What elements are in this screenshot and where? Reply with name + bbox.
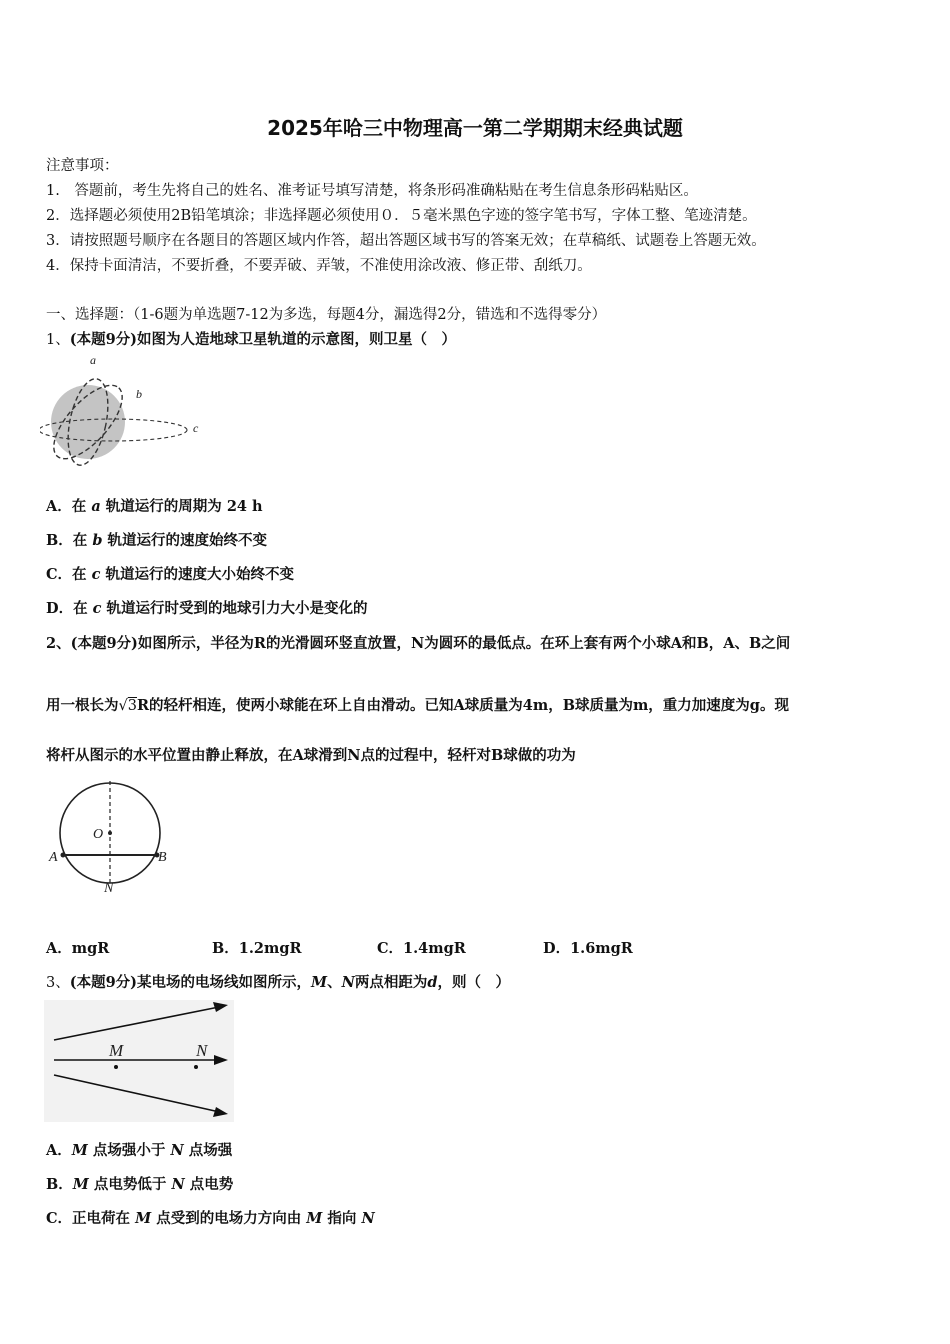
question-number: 1、 — [46, 332, 70, 348]
orbit-label-c: c — [193, 421, 199, 435]
q3-option-b[interactable]: B．M 点电势低于 N 点电势 — [46, 1176, 234, 1193]
ring-figure — [40, 778, 180, 898]
notice-item: 2．选择题必须使用2B铅笔填涂；非选择题必须使用０．５毫米黑色字迹的签字笔书写，字体工整、笔迹清楚。 — [46, 208, 757, 224]
q1-option-a[interactable]: A．在 a 轨道运行的周期为 24 h — [46, 498, 263, 515]
q1-option-d[interactable]: D．在 c 轨道运行时受到的地球引力大小是变化的 — [46, 600, 368, 617]
point-m — [114, 1065, 118, 1069]
label-m: M — [109, 1041, 124, 1060]
page-title: 2025年哈三中物理高一第二学期期末经典试题 — [267, 116, 683, 140]
q2-option-d[interactable]: D．1.6mgR — [543, 940, 633, 957]
q2-option-a[interactable]: A．mgR — [46, 940, 110, 957]
question-2-stem-line2: 用一根长为√3R的轻杆相连，使两小球能在环上自由滑动。已知A球质量为4m，B球质量为m，重力加速度为g。现 — [46, 697, 789, 714]
q1-option-c[interactable]: C．在 c 轨道运行的速度大小始终不变 — [46, 566, 295, 583]
point-n — [194, 1065, 198, 1069]
label-a: A — [49, 850, 58, 865]
notice-heading: 注意事项： — [46, 158, 119, 174]
question-2-stem-line1: 2、(本题9分)如图所示，半径为R的光滑圆环竖直放置，N为圆环的最低点。在环上套有两个小球A和B，A、B之间 — [46, 635, 791, 652]
q3-option-a[interactable]: A．M 点场强小于 N 点场强 — [46, 1142, 233, 1159]
question-text: (本题9分)如图为人造地球卫星轨道的示意图，则卫星（ ） — [69, 331, 457, 348]
notice-item: 4．保持卡面清洁，不要折叠，不要弄破、弄皱，不准使用涂改液、修正带、刮纸刀。 — [46, 258, 592, 274]
label-b: B — [158, 850, 167, 865]
label-o: O — [93, 827, 104, 842]
sqrt-expression: √3 — [118, 698, 137, 714]
question-3-stem: 3、(本题9分)某电场的电场线如图所示，M、N两点相距为d，则（ ） — [46, 974, 511, 991]
notice-item: 1. 答题前，考生先将自己的姓名、准考证号填写清楚，将条形码准确粘贴在考生信息条形码粘贴区。 — [46, 183, 698, 199]
center-point — [108, 831, 112, 835]
q1-option-b[interactable]: B．在 b 轨道运行的速度始终不变 — [46, 532, 268, 549]
q3-option-c[interactable]: C．正电荷在 M 点受到的电场力方向由 M 指向 N — [46, 1210, 375, 1227]
label-n: N — [196, 1041, 208, 1060]
figure-background — [44, 1000, 234, 1122]
question-1-stem — [46, 328, 456, 349]
question-number: 2、 — [46, 635, 71, 652]
question-2-stem-line3: 将杆从图示的水平位置由静止释放，在A球滑到N点的过程中，轻杆对B球做的功为 — [46, 747, 576, 764]
question-number: 3、 — [46, 975, 70, 991]
notice-item: 3．请按照题号顺序在各题目的答题区域内作答，超出答题区域书写的答案无效；在草稿纸、试题卷上答题无效。 — [46, 233, 766, 249]
label-n: N — [104, 881, 114, 896]
orbit-label-b: b — [136, 387, 142, 401]
q2-option-c[interactable]: C．1.4mgR — [377, 940, 466, 957]
section-heading: 一、选择题：（1-6题为单选题7-12为多选，每题4分，漏选得2分，错选和不选得零分） — [46, 307, 607, 323]
field-lines-figure — [44, 1000, 234, 1122]
orbit-label-a: a — [90, 353, 96, 367]
q2-option-b[interactable]: B．1.2mgR — [212, 940, 302, 957]
ball-a — [61, 853, 66, 858]
satellite-orbit-figure — [40, 350, 210, 470]
